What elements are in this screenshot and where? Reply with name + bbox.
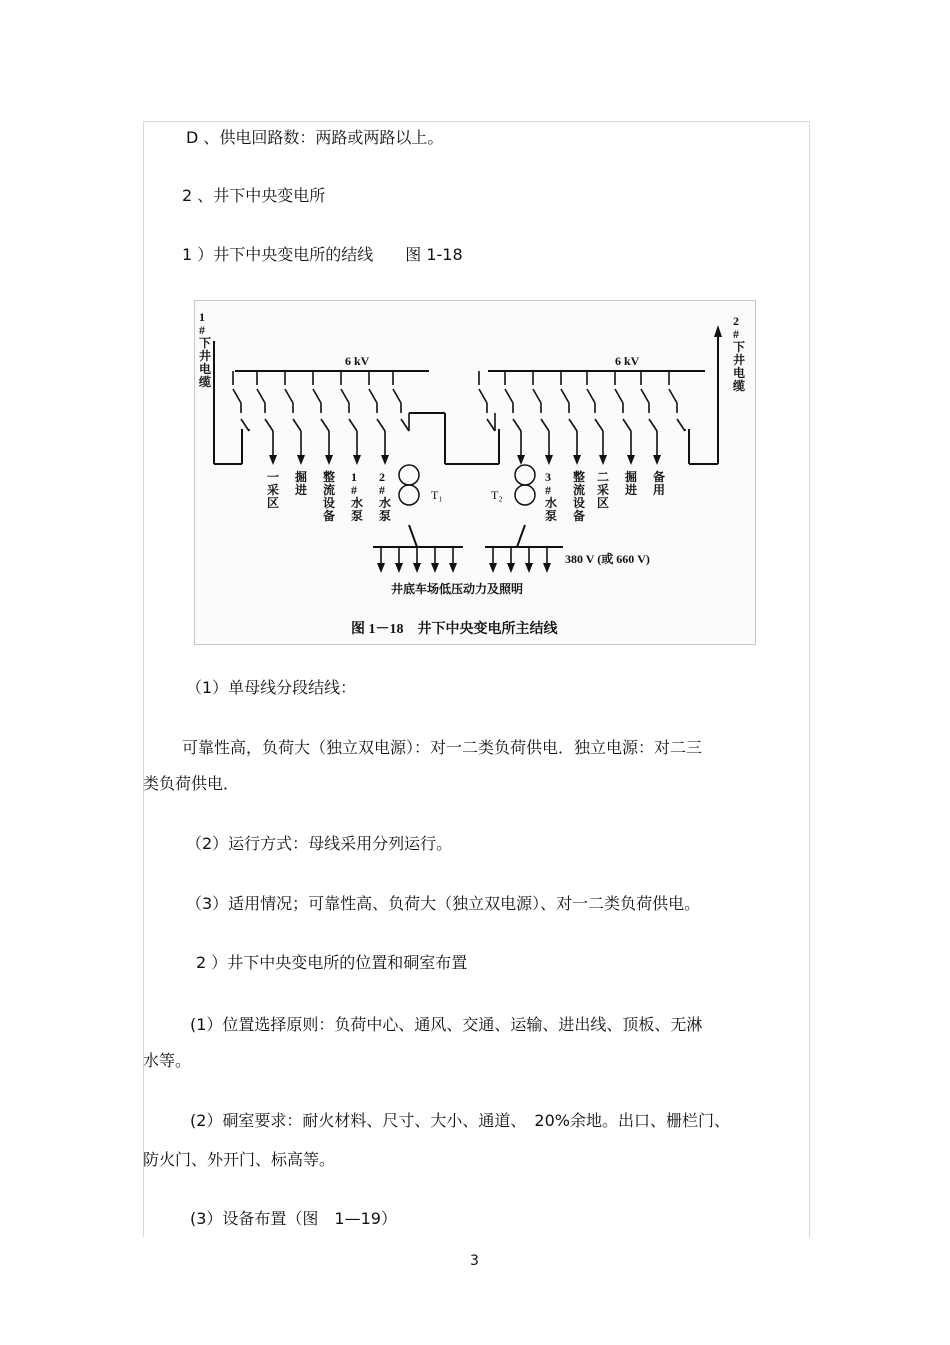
feeder-label-right: 二采区 — [597, 470, 610, 510]
feeder-label-right: 掘进 — [625, 470, 638, 497]
right-feeder-branch — [561, 371, 581, 465]
cable-label-group — [198, 310, 745, 393]
location-principle-1: (1）位置选择原则：负荷中心、通风、交通、运输、进出线、顶板、无淋 — [190, 1015, 703, 1034]
figure-caption: 图 1－18 井下中央变电所主结线 — [351, 622, 558, 637]
right-cable-label: 2 #下井电缆 — [733, 314, 746, 393]
single-bus-heading: （1）单母线分段结线： — [186, 678, 357, 697]
page-number: 3 — [470, 1253, 479, 1269]
wiring-diagram — [195, 301, 755, 644]
reliability-line-2: 类负荷供电． — [143, 774, 240, 793]
right-feeder-branch — [505, 371, 525, 465]
feeder-label-left: 2 #水泵 — [379, 470, 392, 523]
t1-label: T₁ — [431, 488, 443, 502]
left-feeder-branch — [285, 371, 305, 465]
right-feeder-branch — [641, 371, 661, 465]
low-voltage-label: 380 V (或 660 V) — [565, 552, 650, 566]
chamber-requirement-1: (2）硐室要求：耐火材料、尺寸、大小、通道、 20%余地。出口、栅栏门、 — [190, 1111, 730, 1130]
location-principle-2: 水等。 — [143, 1051, 192, 1070]
label-group — [267, 469, 665, 523]
figure-1-18 — [194, 300, 756, 645]
feeder-label-left: 1 #水泵 — [351, 470, 364, 523]
bus-left-label: 6 kV — [345, 354, 370, 368]
low-voltage-outputs — [377, 547, 551, 573]
section-heading-2: 2 、井下中央变电所 — [182, 186, 326, 205]
feeder-label-left: 掘进 — [295, 470, 308, 497]
subsection-heading-1: 1 ）井下中央变电所的结线 图 1-18 — [182, 245, 463, 264]
reliability-line-1: 可靠性高，负荷大（独立双电源）：对一二类负荷供电．独立电源：对二三 — [182, 738, 703, 757]
left-feeder-branch — [393, 371, 409, 431]
feeder-label-left: 一采区 — [267, 470, 280, 510]
right-feeder-branch — [479, 371, 495, 431]
feeder-label-left: 整流设备 — [323, 470, 336, 523]
right-feeder-branch — [533, 371, 553, 465]
right-feeder-branch — [615, 371, 635, 465]
applicability-line: （3）适用情况；可靠性高、负荷大（独立双电源）、对一二类负荷供电。 — [186, 894, 701, 913]
left-feeder-branch — [369, 371, 389, 465]
left-feeder-branch — [257, 371, 277, 465]
equipment-layout-line: (3）设备布置（图 1—19） — [190, 1209, 397, 1228]
left-feeder-branch — [313, 371, 333, 465]
bus-right-label: 6 kV — [615, 354, 640, 368]
right-feeder-branch — [587, 371, 607, 465]
operation-mode-line: （2）运行方式：母线采用分列运行。 — [186, 834, 453, 853]
right-feeder-branch — [669, 371, 685, 431]
left-cable-label: 1 #下井电缆 — [199, 310, 212, 389]
t2-label: T₂ — [491, 488, 503, 502]
feeder-label-right: 备用 — [653, 470, 666, 497]
feeder-label-right: 3 #水泵 — [545, 470, 558, 523]
location-heading: 2 ）井下中央变电所的位置和硐室布置 — [196, 953, 468, 972]
left-feeder-branch — [233, 371, 249, 431]
supply-circuits-line: D 、供电回路数：两路或两路以上。 — [186, 128, 444, 147]
low-voltage-caption: 井底车场低压动力及照明 — [391, 582, 524, 596]
chamber-requirement-2: 防火门、外开门、标高等。 — [143, 1150, 336, 1169]
feeder-label-right: 整流设备 — [573, 470, 586, 523]
left-feeder-branch — [341, 371, 361, 465]
